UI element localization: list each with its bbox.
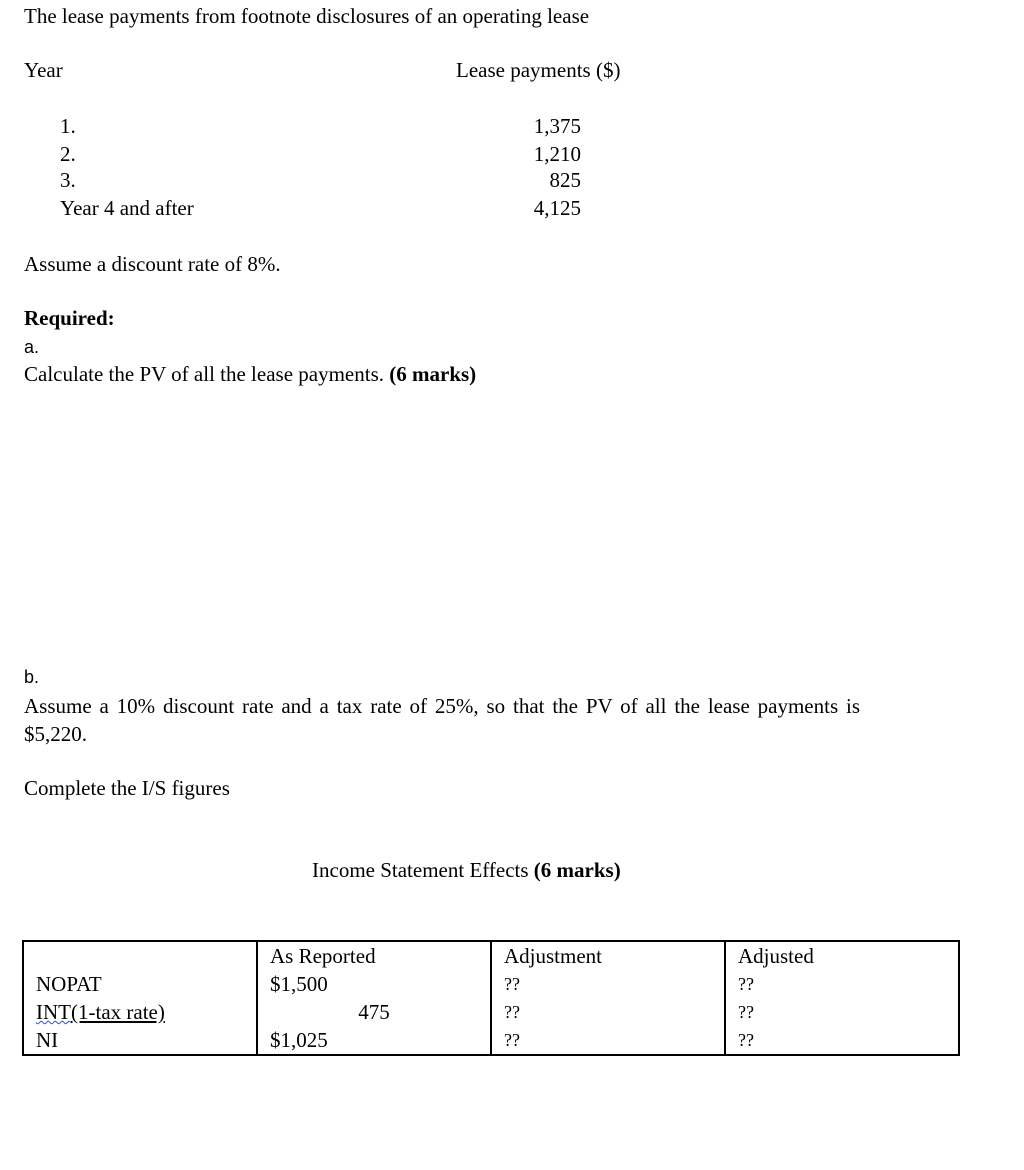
part-a-marks: (6 marks) — [389, 362, 477, 386]
schedule-payment-3: 825 — [549, 168, 581, 192]
cell-as-reported: $1,500 — [257, 970, 491, 998]
header-as-reported: As Reported — [257, 941, 491, 970]
cell-as-reported: 475 — [257, 998, 491, 1026]
part-b-instruction: Complete the I/S figures — [24, 776, 230, 800]
header-adjustment: Adjustment — [491, 941, 725, 970]
schedule-payment-1: 1,375 — [533, 114, 581, 138]
part-a-label: a. — [24, 337, 40, 357]
cell-adjustment: ?? — [491, 1026, 725, 1055]
header-adjusted: Adjusted — [725, 941, 959, 970]
int-label: INT — [36, 1000, 71, 1024]
row-label-nopat: NOPAT — [36, 972, 102, 996]
schedule-payment-2: 1,210 — [533, 142, 581, 166]
intro-text: The lease payments from footnote disclosures of an operating lease — [24, 4, 590, 28]
schedule-year-4: Year 4 and after — [60, 196, 194, 220]
cell-adjusted: ?? — [725, 1026, 959, 1055]
table-row — [23, 998, 959, 1026]
year-header: Year — [24, 58, 63, 82]
row-label-ni: NI — [36, 1028, 59, 1052]
part-b-line-1: Assume a 10% discount rate and a tax rate of 25%, so that the PV of all the lease payments is — [24, 694, 860, 718]
income-statement-table — [22, 940, 960, 1056]
schedule-payment-4: 4,125 — [533, 196, 581, 220]
part-b-line-2: $5,220. — [24, 722, 87, 746]
row-label-interest — [23, 998, 257, 1026]
cell-adjustment: ?? — [491, 998, 725, 1026]
table-row — [23, 1026, 959, 1055]
cell-adjusted: ?? — [725, 998, 959, 1026]
required-heading: Required: — [24, 306, 115, 330]
part-a-question: Calculate the PV of all the lease payments. (6 marks) — [24, 362, 477, 386]
discount-note: Assume a discount rate of 8%. — [24, 252, 281, 276]
income-statement-marks: (6 marks) — [533, 858, 621, 882]
cell-as-reported: $1,025 — [257, 1026, 491, 1055]
cell-adjusted: ?? — [725, 970, 959, 998]
header-cell-blank — [23, 941, 257, 970]
table-header-row — [23, 941, 959, 970]
int-label-suffix: (1-tax rate) — [71, 1000, 165, 1024]
schedule-year-1: 1. — [60, 114, 76, 138]
income-statement-title: Income Statement Effects (6 marks) — [312, 858, 621, 882]
part-b-label: b. — [24, 667, 40, 687]
table-row — [23, 970, 959, 998]
schedule-year-2: 2. — [60, 142, 76, 166]
cell-adjustment: ?? — [491, 970, 725, 998]
schedule-year-3: 3. — [60, 168, 76, 192]
payments-header: Lease payments ($) — [456, 58, 621, 82]
